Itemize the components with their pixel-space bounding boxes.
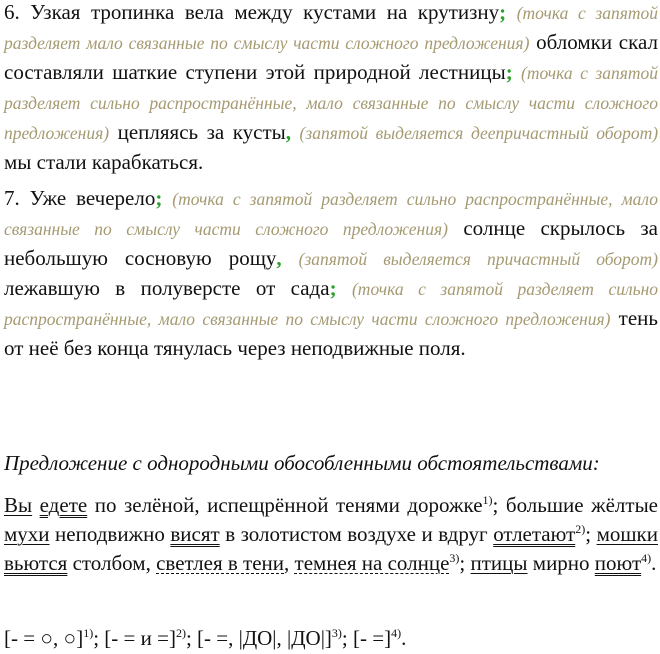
subject-word: мошки [596, 522, 658, 546]
footnote-mark: 4) [641, 551, 652, 565]
scheme-part: ; [- =] [341, 626, 392, 650]
semicolon-mark: ; [505, 60, 513, 84]
predicate-word: едете [39, 493, 88, 517]
footnote-mark: 2) [175, 626, 186, 640]
footnote-mark: 2) [575, 522, 586, 536]
punctuation-note: (точка с запятой разделяет сильно распространённые, мало связанные по смыслу части сложного предложения) [4, 189, 659, 239]
predicate-word: вьются [4, 551, 68, 575]
sentence-6-part-1: 6. Узкая тропинка вела между кустами на крутизну [4, 0, 500, 24]
punctuation-note: (точка с запятой разделяет сильно распространённые, мало связанные по смыслу части сложного предложения) [4, 63, 658, 143]
plain-text: по зелёной, испещрённой тенями дорожке [94, 493, 483, 517]
plain-text: столбом, [67, 551, 157, 575]
plain-text: в золотистом воздухе и вдруг [219, 522, 494, 546]
scheme-part: . [401, 626, 407, 650]
semicolon-mark: ; [499, 0, 507, 24]
semicolon-mark: ; [329, 276, 337, 300]
predicate-word: висят [170, 522, 220, 546]
punctuation-note: (точка с запятой разделяет мало связанные по смыслу части сложного предложения) [4, 3, 658, 53]
sentence-7-part-2: солнце скрылось за небольшую сосновую рощу [4, 216, 658, 270]
sentence-6-part-4: мы стали карабкаться. [4, 150, 204, 174]
plain-text: ; большие жёлтые [492, 493, 659, 517]
subject-word: мухи [4, 522, 50, 546]
punctuation-note: (запятой выделяется причастный оборот) [298, 249, 659, 269]
semicolon-mark: ; [155, 186, 163, 210]
plain-text: неподвижно [49, 522, 171, 546]
sentence-scheme [4, 624, 658, 653]
adverbial-phrase: темнея на солнце [294, 551, 450, 575]
sentence-6 [4, 0, 658, 177]
comma-mark: , [276, 246, 282, 270]
sentence-7 [4, 184, 658, 363]
example-sentence [4, 491, 658, 578]
sentence-6-part-2: обломки скал составляли шаткие ступени этой природной лестницы [4, 30, 659, 84]
predicate-word: поют [594, 551, 642, 575]
scheme-part: [- = ○, ○] [4, 626, 84, 650]
predicate-word: отлетают [493, 522, 576, 546]
scheme-part: ; [- = и =] [93, 626, 176, 650]
plain-text: ; [459, 551, 471, 575]
sentence-7-part-4: тень от неё без конца тянулась через неподвижные поля. [4, 306, 658, 360]
comma-mark: , [285, 120, 292, 144]
plain-text: мирно [527, 551, 595, 575]
sentence-6-part-3: цепляясь за кусты [117, 120, 286, 144]
footnote-mark: 3) [449, 551, 460, 565]
plain-text: . [651, 551, 657, 575]
footnote-mark: 3) [331, 626, 342, 640]
sentence-7-part-1: 7. Уже вечерело [4, 186, 156, 210]
plain-text: , [284, 551, 295, 575]
subject-word: птицы [470, 551, 528, 575]
scheme-part: ; [- =, |ДО|, |ДО|] [185, 626, 332, 650]
subject-word: Вы [4, 493, 33, 517]
section-title: Предложение с однородными обособленными обстоятельствами: [4, 451, 600, 475]
adverbial-phrase: светлея в тени [156, 551, 285, 575]
sentence-7-part-3: лежавшую в полуверсте от сада [4, 276, 330, 300]
punctuation-note: (запятой выделяется деепричастный оборот) [299, 123, 659, 143]
footnote-mark: 1) [482, 493, 493, 507]
footnote-mark: 1) [83, 626, 94, 640]
footnote-mark: 4) [391, 626, 402, 640]
plain-text: ; [585, 522, 597, 546]
punctuation-note: (точка с запятой разделяет сильно распространённые, мало связанные по смыслу части сложного предложения) [4, 279, 659, 329]
